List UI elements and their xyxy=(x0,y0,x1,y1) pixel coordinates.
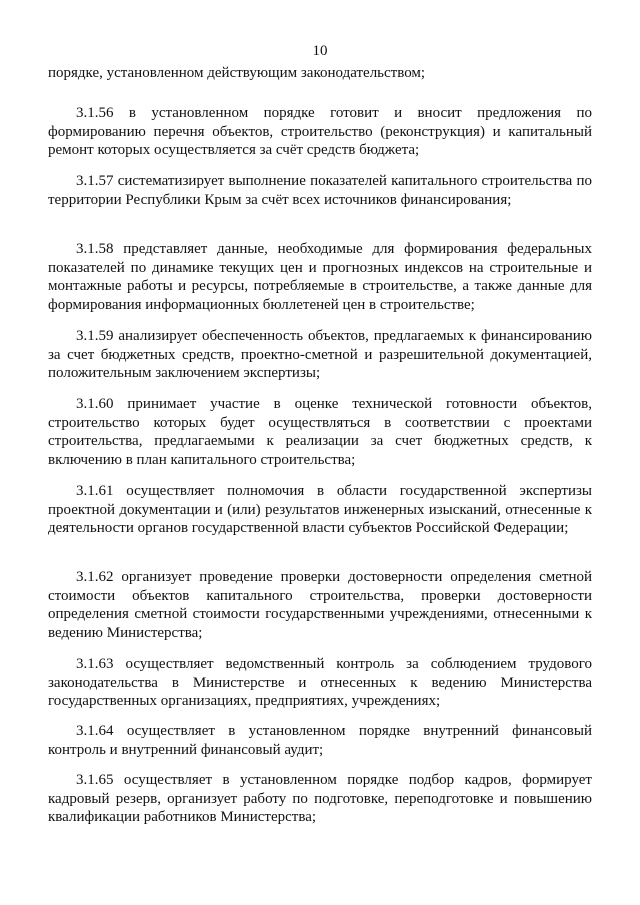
paragraph-text: 3.1.62 организует проведение проверки достоверности определения сметной стоимости объектов капитального строительства, проверки достоверности определения сметной стоимости государственными учреждениями, отнесенными к ведению Министерства; xyxy=(48,569,592,641)
paragraph-3-1-63 xyxy=(48,655,592,711)
paragraph-text: 3.1.65 осуществляет в установленном порядке подбор кадров, формирует кадровый резерв, организует работу по подготовке, переподготовке и повышению квалификации работников Министерства; xyxy=(48,772,592,825)
paragraph-3-1-65 xyxy=(48,771,592,827)
paragraph-text: 3.1.61 осуществляет полномочия в области государственной экспертизы проектной документации и (или) результатов инженерных изысканий, отнесенные к деятельности органов государственной власти субъектов Российской Федерации; xyxy=(48,483,592,536)
paragraph-continuation xyxy=(48,64,592,83)
paragraph-3-1-58 xyxy=(48,240,592,314)
paragraph-text: 3.1.58 представляет данные, необходимые для формирования федеральных показателей по динамике текущих цен и прогнозных индексов на строительные и монтажные работы и ресурсы, потребляемые в строительстве, а также данные для формирования информационных бюллетеней цен в строительстве; xyxy=(48,241,592,313)
paragraph-3-1-62 xyxy=(48,568,592,642)
paragraph-text: 3.1.63 осуществляет ведомственный контроль за соблюдением трудового законодательства в Министерстве и отнесенных к ведению Министерства государственных организациях, предприятиях, учреждениях; xyxy=(48,656,592,709)
paragraph-text: 3.1.60 принимает участие в оценке технической готовности объектов, строительство которых будет осуществляться в соответствии с проектами строительства, предлагаемыми к реализации за счет бюджетных средств, к включению в план капитального строительства; xyxy=(48,396,592,468)
page-number: 10 xyxy=(312,43,328,59)
paragraph-text: 3.1.64 осуществляет в установленном порядке внутренний финансовый контроль и внутренний финансовый аудит; xyxy=(48,723,592,758)
paragraph-3-1-57 xyxy=(48,172,592,209)
paragraph-3-1-61 xyxy=(48,482,592,538)
paragraph-text: 3.1.59 анализирует обеспеченность объектов, предлагаемых к финансированию за счет бюджетных средств, проектно-сметной и разрешительной документацией, положительным заключением экспертизы; xyxy=(48,328,592,381)
paragraph-text: 3.1.56 в установленном порядке готовит и вносит предложения по формированию перечня объектов, строительство (реконструкция) и капитальный ремонт которых осуществляется за счёт средств бюджета; xyxy=(48,105,592,158)
paragraph-text: 3.1.57 систематизирует выполнение показателей капитального строительства по территории Республики Крым за счёт всех источников финансирования; xyxy=(48,173,592,208)
paragraph-3-1-56 xyxy=(48,104,592,160)
paragraph-text: порядке, установленном действующим законодательством; xyxy=(48,65,426,81)
paragraph-3-1-64 xyxy=(48,722,592,759)
paragraph-3-1-59 xyxy=(48,327,592,383)
paragraph-3-1-60 xyxy=(48,395,592,469)
